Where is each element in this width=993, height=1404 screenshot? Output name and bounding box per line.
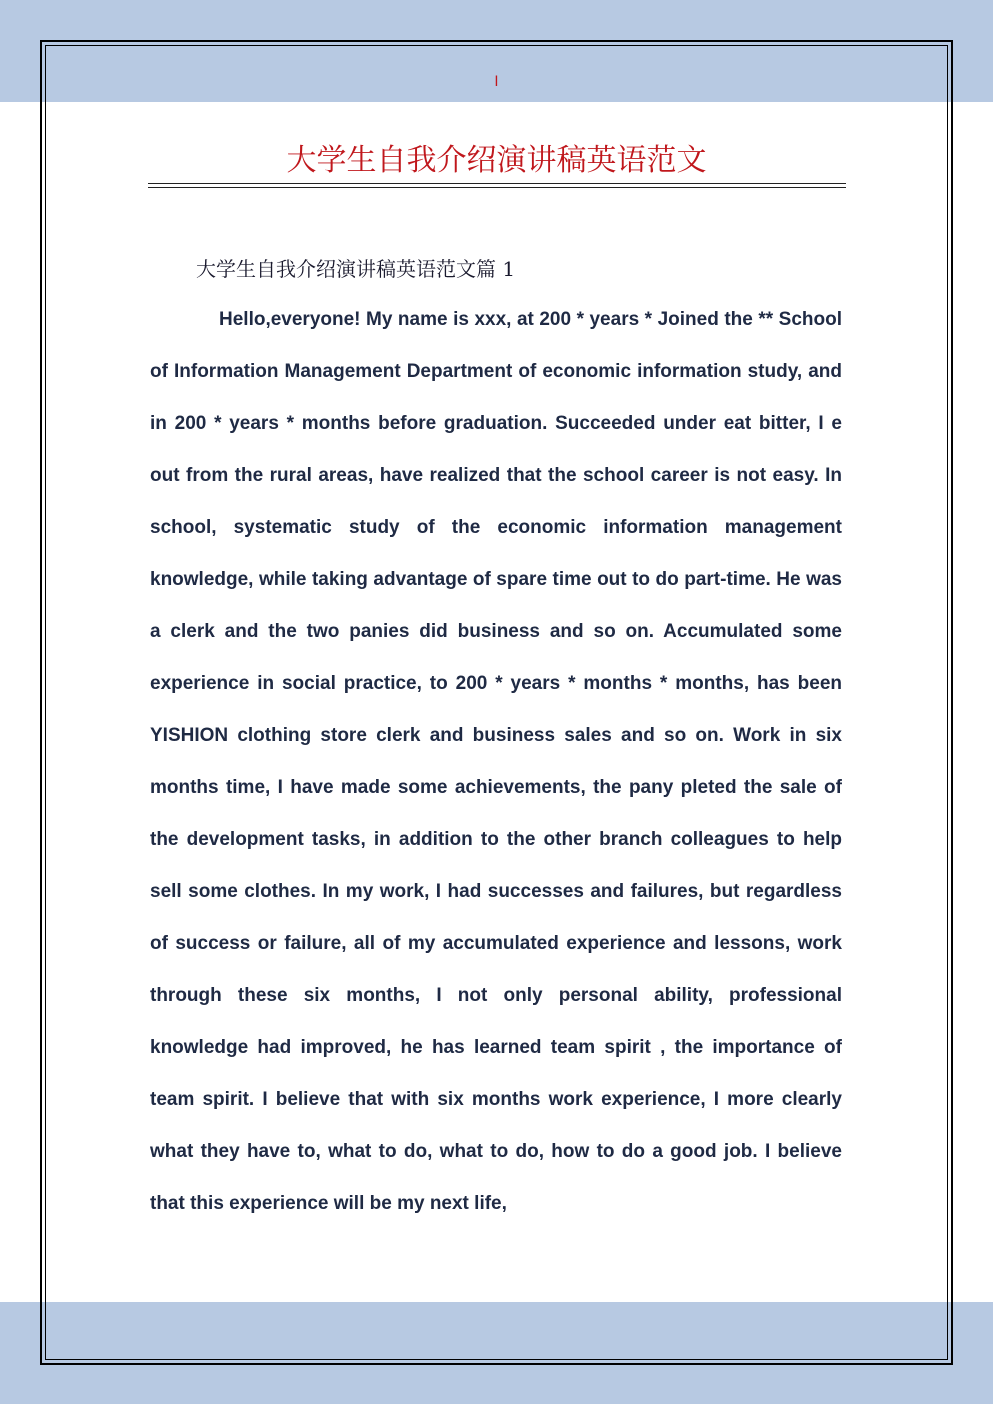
title-underline xyxy=(148,183,846,184)
title-underline-secondary xyxy=(148,187,846,188)
body-paragraph: Hello,everyone! My name is xxx, at 200 * years * Joined the ** School of Information Management Department of economic information study, and in 200 * years * months before graduation. Succeeded under eat bitter, I e out from the rural areas, have realized that the school career is not easy. In school, systematic study of the economic information management knowledge, while taking advantage of spare time out to do part-time. He was a clerk and the two panies did business and so on. Accumulated some experience in social practice, to 200 * years * months * months, has been YISHION clothing store clerk and business sales and so on. Work in six months time, I have made some achievements, the pany pleted the sale of the development tasks, in addition to the other branch colleagues to help sell some clothes. In my work, I had successes and failures, but regardless of success or failure, all of my accumulated experience and lessons, work through these six months, I not only personal ability, professional knowledge had improved, he has learned team spirit , the importance of team spirit. I believe that with six months work experience, I more clearly what they have to, what to do, what to do, how to do a good job. I believe that this experience will be my next life, xyxy=(150,309,842,1214)
section-heading: 大学生自我介绍演讲稿英语范文篇 1 xyxy=(196,257,516,281)
footer-band xyxy=(0,1302,993,1404)
page-marker: I xyxy=(494,74,499,90)
page-title: 大学生自我介绍演讲稿英语范文 xyxy=(286,143,707,178)
